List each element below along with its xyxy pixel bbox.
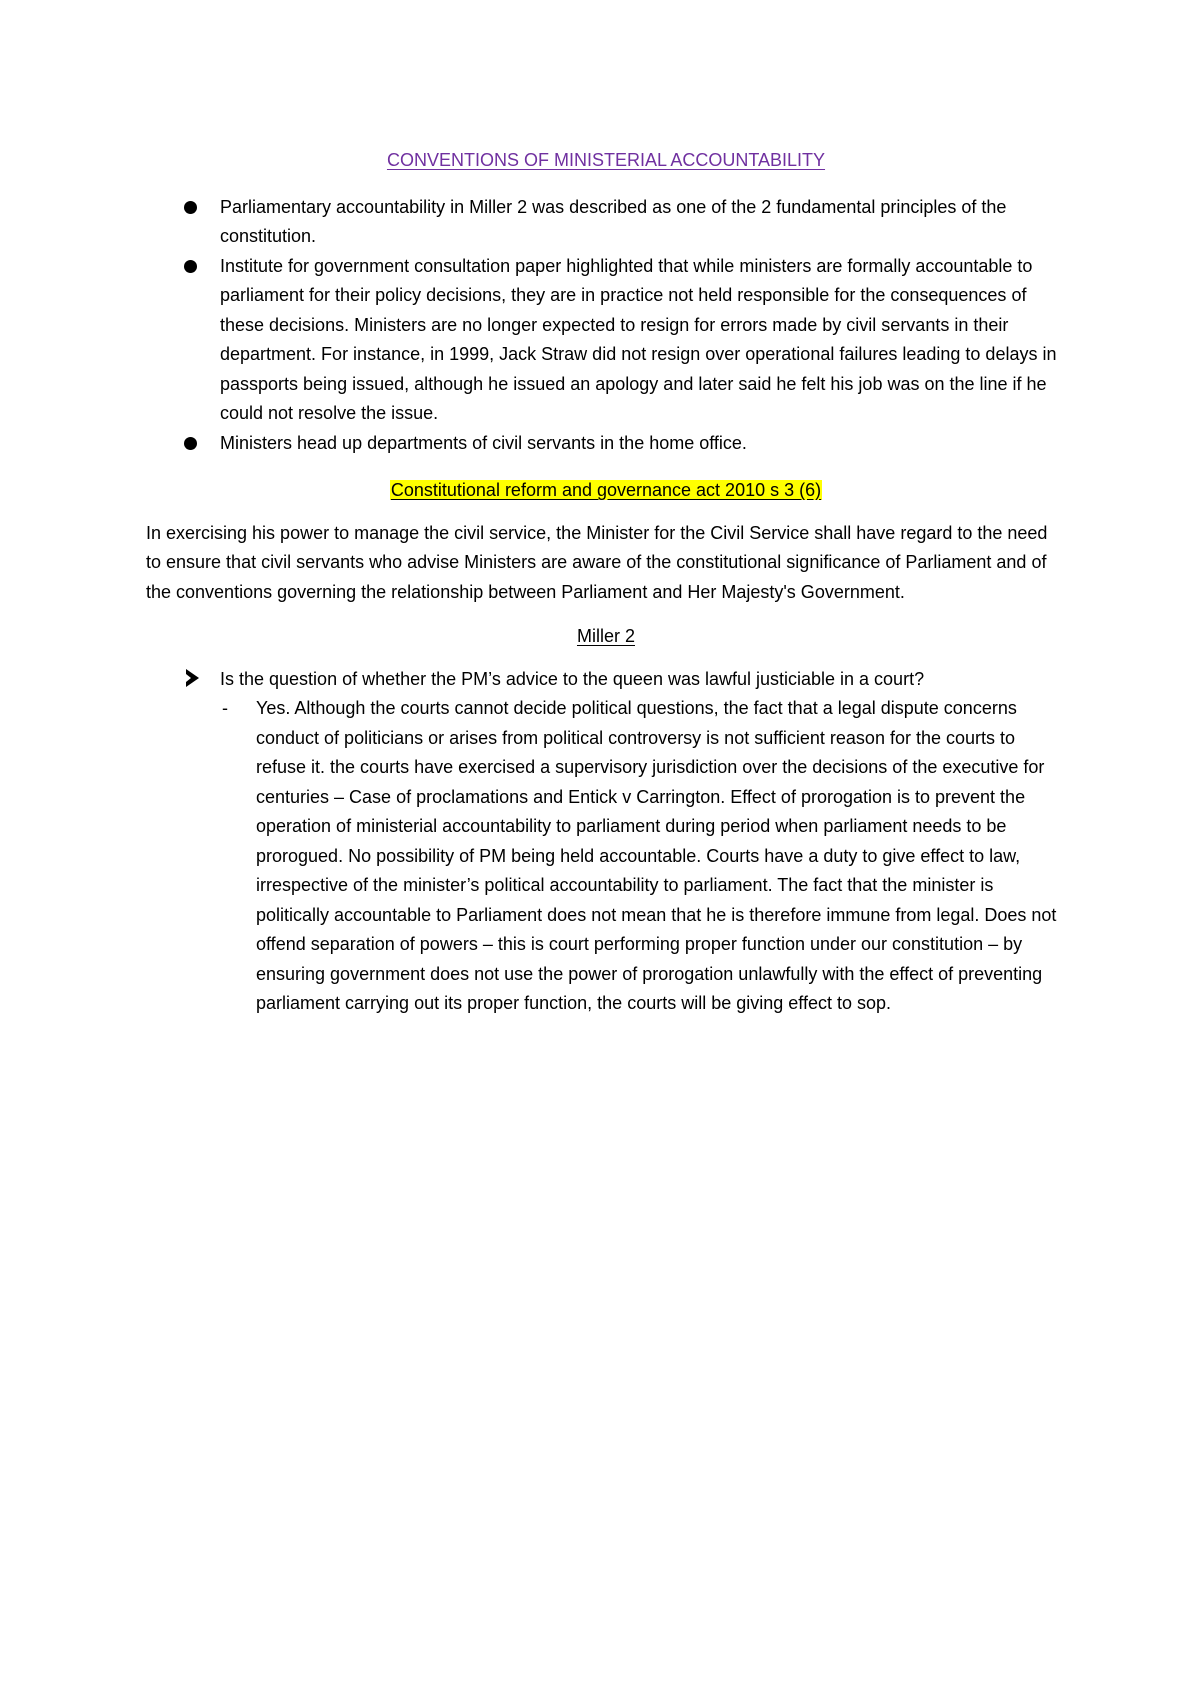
section-heading: Constitutional reform and governance act 2010 s 3 (6) bbox=[390, 480, 822, 500]
bullet-text: Parliamentary accountability in Miller 2 was described as one of the 2 fundamental principles of the constitution. bbox=[220, 196, 1007, 246]
arrow-bullet-icon bbox=[186, 669, 199, 687]
bullet-text: Institute for government consultation paper highlighted that while ministers are formally accountable to parliament for their policy decisions, they are in practice not held responsible for the consequences of these decisions. Ministers are no longer expected to resign for errors made by civil servants in their department. For instance, in 1999, Jack Straw did not resign over operational failures leading to delays in passports being issued, although he issued an apology and later said he felt his job was on the line if he could not resolve the issue. bbox=[220, 255, 1057, 423]
question-text: Is the question of whether the PM’s advice to the queen was lawful justiciable in a court? bbox=[220, 668, 925, 689]
bullet-item bbox=[146, 193, 1066, 252]
document-body bbox=[146, 146, 1066, 1019]
dash-bullet: - bbox=[222, 698, 228, 718]
answer-text: Yes. Although the courts cannot decide political questions, the fact that a legal dispute concerns conduct of politicians or arises from political controversy is not sufficient reason for the courts to refuse it. the courts have exercised a supervisory jurisdiction over the decisions of the executive for centuries – Case of proclamations and Entick v Carrington. Effect of prorogation is to prevent the operation of ministerial accountability to parliament during period when parliament needs to be prorogued. No possibility of PM being held accountable. Courts have a duty to give effect to law, irrespective of the minister’s political accountability to parliament. The fact that the minister is politically accountable to Parliament does not mean that he is therefore immune from legal. Does not offend separation of powers – this is court performing proper function under our constitution – by ensuring government does not use the power of prorogation unlawfully with the effect of preventing parliament carrying out its proper function, the courts will be giving effect to sop. bbox=[256, 698, 1057, 1013]
bullet-item bbox=[146, 252, 1066, 429]
bullet-dot-icon bbox=[184, 201, 197, 214]
bullet-item bbox=[146, 429, 1066, 459]
document-title: CONVENTIONS OF MINISTERIAL ACCOUNTABILITY bbox=[386, 150, 826, 170]
answer-item bbox=[146, 694, 1066, 1019]
section-paragraph: In exercising his power to manage the civil service, the Minister for the Civil Service shall have regard to the need to ensure that civil servants who advise Ministers are aware of the constitutional significance of Parliament and of the conventions governing the relationship between Parliament and Her Majesty's Government. bbox=[146, 522, 1048, 602]
miller-heading: Miller 2 bbox=[576, 626, 635, 646]
bullet-dot-icon bbox=[184, 437, 197, 450]
bullet-text: Ministers head up departments of civil servants in the home office. bbox=[220, 432, 747, 453]
bullet-dot-icon bbox=[184, 260, 197, 273]
section-heading-container bbox=[146, 476, 1066, 506]
bullet-list bbox=[146, 193, 1066, 459]
question-item bbox=[146, 665, 1066, 695]
